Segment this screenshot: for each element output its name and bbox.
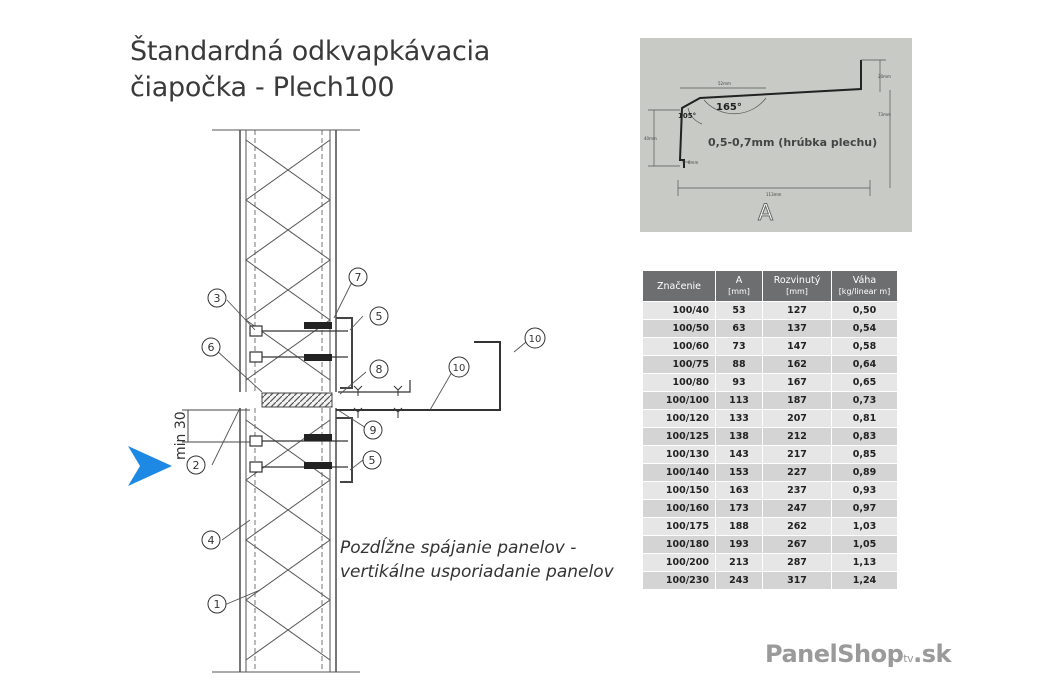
callout-1: 1 bbox=[213, 598, 221, 611]
table-row bbox=[643, 536, 898, 554]
table-cell: 187 bbox=[763, 392, 832, 410]
logo-name: PanelShop bbox=[765, 640, 904, 668]
callout-4: 4 bbox=[207, 534, 215, 547]
callout-3: 3 bbox=[213, 292, 221, 305]
table-cell: 137 bbox=[763, 320, 832, 338]
table-cell: 153 bbox=[716, 464, 763, 482]
table-cell: 100/100 bbox=[643, 392, 716, 410]
table-row bbox=[643, 374, 898, 392]
table-cell: 100/180 bbox=[643, 536, 716, 554]
table-row bbox=[643, 428, 898, 446]
table-cell: 0,97 bbox=[832, 500, 898, 518]
table-cell: 100/80 bbox=[643, 374, 716, 392]
angle-165-label: 165° bbox=[716, 102, 742, 113]
table-row bbox=[643, 518, 898, 536]
logo-tld: .sk bbox=[913, 640, 951, 668]
dim-drip-label: 8mm bbox=[688, 160, 699, 165]
callout-9: 9 bbox=[369, 424, 377, 437]
pointer-arrow-icon bbox=[128, 446, 172, 486]
table-row bbox=[643, 392, 898, 410]
table-row bbox=[643, 302, 898, 320]
header-rozvinuty-label: Rozvinutý bbox=[773, 275, 821, 286]
table-cell: 100/75 bbox=[643, 356, 716, 374]
table-cell: 0,54 bbox=[832, 320, 898, 338]
caption-line-1: Pozdĺžne spájanie panelov - bbox=[340, 538, 577, 558]
profile-sketch-panel bbox=[640, 38, 912, 232]
title-line-2: čiapočka - Plech100 bbox=[130, 72, 395, 103]
drawing-caption bbox=[340, 536, 614, 584]
table-cell: 227 bbox=[763, 464, 832, 482]
table-header-row bbox=[643, 271, 898, 302]
table-cell: 287 bbox=[763, 554, 832, 572]
dim-left-label: 40mm bbox=[644, 136, 657, 141]
table-cell: 127 bbox=[763, 302, 832, 320]
table-cell: 100/175 bbox=[643, 518, 716, 536]
callout-6: 6 bbox=[207, 341, 215, 354]
table-cell: 167 bbox=[763, 374, 832, 392]
table-cell: 0,50 bbox=[832, 302, 898, 320]
table-row bbox=[643, 482, 898, 500]
profile-sketch bbox=[640, 38, 912, 232]
header-vaha-label: Váha bbox=[852, 275, 877, 286]
dim-bottom-label: 113mm bbox=[766, 192, 782, 197]
table-cell: 133 bbox=[716, 410, 763, 428]
table-cell: 147 bbox=[763, 338, 832, 356]
callout-8: 8 bbox=[375, 363, 383, 376]
table-cell: 213 bbox=[716, 554, 763, 572]
table-cell: 100/50 bbox=[643, 320, 716, 338]
table-cell: 0,89 bbox=[832, 464, 898, 482]
table-cell: 100/60 bbox=[643, 338, 716, 356]
lower-panel bbox=[212, 408, 360, 672]
table-cell: 247 bbox=[763, 500, 832, 518]
table-row bbox=[643, 446, 898, 464]
table-row bbox=[643, 410, 898, 428]
table-row bbox=[643, 356, 898, 374]
table-cell: 0,83 bbox=[832, 428, 898, 446]
table-cell: 73 bbox=[716, 338, 763, 356]
table-cell: 100/120 bbox=[643, 410, 716, 428]
profile-outline bbox=[680, 60, 861, 168]
header-znacenie-label: Značenie bbox=[657, 280, 701, 292]
table-row bbox=[643, 572, 898, 590]
table-cell: 237 bbox=[763, 482, 832, 500]
table-cell: 0,64 bbox=[832, 356, 898, 374]
table-cell: 1,03 bbox=[832, 518, 898, 536]
table-body bbox=[643, 302, 898, 590]
table-cell: 113 bbox=[716, 392, 763, 410]
table-cell: 262 bbox=[763, 518, 832, 536]
table-cell: 317 bbox=[763, 572, 832, 590]
dim-right-top-label: 20mm bbox=[878, 74, 891, 79]
table-cell: 100/40 bbox=[643, 302, 716, 320]
table-cell: 243 bbox=[716, 572, 763, 590]
sealing-strip bbox=[262, 393, 332, 407]
header-rozvinuty-unit: [mm] bbox=[786, 287, 808, 296]
table-cell: 193 bbox=[716, 536, 763, 554]
header-znacenie bbox=[643, 271, 716, 302]
table-cell: 63 bbox=[716, 320, 763, 338]
callout-10-b: 10 bbox=[528, 334, 542, 345]
specification-table bbox=[642, 270, 898, 590]
min-30-label: min 30 bbox=[173, 411, 189, 460]
table-cell: 188 bbox=[716, 518, 763, 536]
table-cell: 267 bbox=[763, 536, 832, 554]
table-cell: 173 bbox=[716, 500, 763, 518]
header-vaha-unit: [kg/linear m] bbox=[838, 287, 891, 296]
table-cell: 0,73 bbox=[832, 392, 898, 410]
table-cell: 1,05 bbox=[832, 536, 898, 554]
table-cell: 100/140 bbox=[643, 464, 716, 482]
panelshop-logo bbox=[765, 640, 951, 668]
header-rozvinuty bbox=[763, 271, 832, 302]
table-cell: 100/200 bbox=[643, 554, 716, 572]
table-cell: 0,65 bbox=[832, 374, 898, 392]
table-cell: 162 bbox=[763, 356, 832, 374]
header-a-label: A bbox=[735, 275, 743, 286]
callout-7: 7 bbox=[354, 271, 362, 284]
table-cell: 0,93 bbox=[832, 482, 898, 500]
caption-line-2: vertikálne usporiadanie panelov bbox=[340, 562, 614, 582]
profile-a-label: A bbox=[758, 201, 774, 226]
table-row bbox=[643, 464, 898, 482]
table-cell: 1,13 bbox=[832, 554, 898, 572]
dim-right-label: 73mm bbox=[878, 112, 891, 117]
callout-2: 2 bbox=[192, 459, 200, 472]
table-cell: 100/125 bbox=[643, 428, 716, 446]
table-cell: 100/150 bbox=[643, 482, 716, 500]
title-line-1: Štandardná odkvapkávacia bbox=[130, 36, 490, 67]
table-cell: 88 bbox=[716, 356, 763, 374]
steel-profiles bbox=[336, 318, 352, 482]
table-cell: 1,24 bbox=[832, 572, 898, 590]
table-cell: 0,58 bbox=[832, 338, 898, 356]
table-row bbox=[643, 500, 898, 518]
table-cell: 0,81 bbox=[832, 410, 898, 428]
dim-top-label: 52mm bbox=[718, 81, 731, 86]
table-cell: 100/160 bbox=[643, 500, 716, 518]
table-cell: 163 bbox=[716, 482, 763, 500]
table-cell: 212 bbox=[763, 428, 832, 446]
upper-panel bbox=[212, 130, 360, 392]
table-cell: 93 bbox=[716, 374, 763, 392]
table-cell: 138 bbox=[716, 428, 763, 446]
table-cell: 0,85 bbox=[832, 446, 898, 464]
angle-105-label: 105° bbox=[678, 112, 697, 120]
thickness-label: 0,5-0,7mm (hrúbka plechu) bbox=[708, 136, 878, 149]
table-cell: 143 bbox=[716, 446, 763, 464]
table-row bbox=[643, 320, 898, 338]
callout-10-a: 10 bbox=[452, 363, 466, 374]
header-vaha bbox=[832, 271, 898, 302]
table-cell: 100/130 bbox=[643, 446, 716, 464]
table-cell: 217 bbox=[763, 446, 832, 464]
table-cell: 53 bbox=[716, 302, 763, 320]
header-a bbox=[716, 271, 763, 302]
logo-small: tv bbox=[903, 652, 914, 665]
table-cell: 100/230 bbox=[643, 572, 716, 590]
rivets bbox=[354, 386, 402, 418]
table-cell: 207 bbox=[763, 410, 832, 428]
header-a-unit: [mm] bbox=[728, 287, 750, 296]
table-row bbox=[643, 338, 898, 356]
callout-5-upper: 5 bbox=[375, 310, 383, 323]
table-row bbox=[643, 554, 898, 572]
callout-5-lower: 5 bbox=[368, 454, 376, 467]
